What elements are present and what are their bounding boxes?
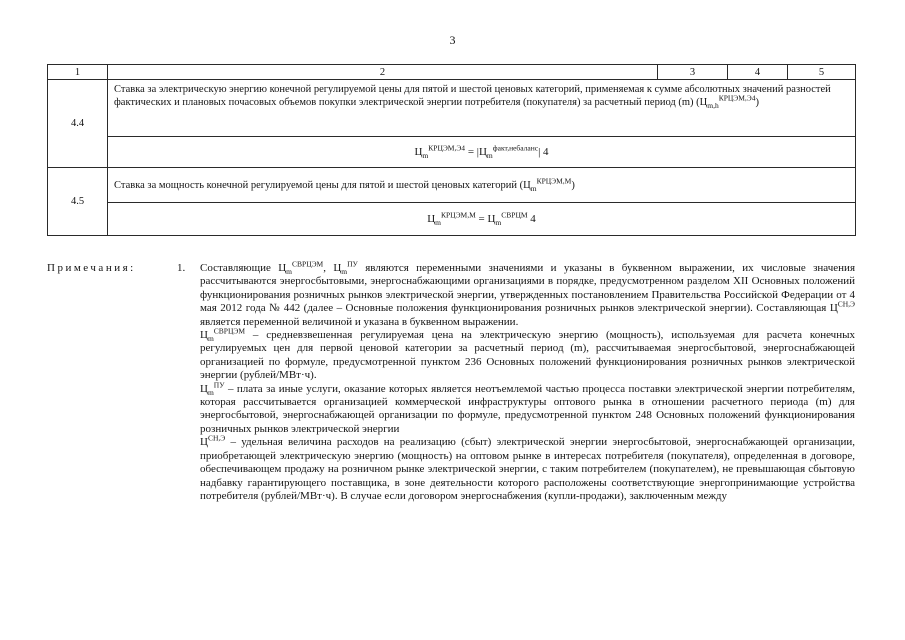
row-formula: $Ц_m^{КРЦЭМ,Э4} = |Ц_m^{факт,небаланс}|$ 4: [108, 137, 856, 168]
header-cell: 1: [48, 65, 108, 80]
table-row: [48, 203, 856, 236]
note-paragraph: $Ц_m^{СВРЦЭМ}$ – средневзвешенная регулируемая цена на электрическую энергию (мощность), используемая для расчета конечных регулируемых цен для первой ценовой категории за расчетный период (m), рассчитываемая энергосбытовой, энергоснабжающей организацией по формуле, предусмотренной пунктом 236 Основных положений функционирования розничных рынков электрической энергии (рублей/МВт·ч).: [200, 326, 855, 382]
note-paragraph: Составляющие $Ц_m^{СВРЦЭМ}$, $Ц_m^{ПУ}$ являются переменными значениями и указаны в буквенном выражении, их числовые значения рассчитываются энергосбытовыми, энергоснабжающими организациями в порядке, предусмотренном разделом XII Основных положений функционирования розничных рынков электрической энергии, утвержденных постановлением Правительства Российской Федерации от 4 мая 2012 года № 442 (далее – Основные положения функционирования розничных рынков электрической энергии). Составляющая $Ц^{СН,Э}$ является переменной величиной и указана в буквенном выражении.: [200, 259, 856, 328]
page-number: 3: [449, 33, 456, 47]
row-description: Ставка за мощность конечной регулируемой цены для пятой и шестой ценовых категорий $(Ц_m^{КРЦЭМ,М})$: [108, 168, 856, 203]
table-header-row: [48, 65, 856, 80]
note-paragraph: $Ц_m^{ПУ}$ – плата за иные услуги, оказание которых является неотъемлемой частью процесса поставки электрической энергии потребителям, которая рассчитывается организацией коммерческой инфраструктуры оптового рынка в отношении расчетного периода (m) для энергосбытовой, энергоснабжающей организации по формуле, предусмотренной пунктом 248 Основных положений функционирования розничных рынков электрической энергии: [200, 380, 856, 435]
row-formula: $Ц_m^{КРЦЭМ,М} = Ц_m^{СВРЦМ}$ 4: [108, 203, 856, 236]
note-paragraph: $Ц^{СН,Э}$ – удельная величина расходов на реализацию (сбыт) электрической энергии энергосбытовой, энергоснабжающей организации, приобретающей электрическую энергию (мощность) на оптовом рынке в интересах потребителя (покупателя), определенная в договоре, обеспечивающем продажу на розничном рынке электрической энергии, с таким потребителем (покупателем), не превышающая сбытовую надбавку гарантирующего поставщика, в зоне деятельности которого расположены соответствующие энергопринимающие устройства потребителя (рублей/МВт·ч). В случае если договором энергоснабжения (купли-продажи), заключенным между: [200, 433, 856, 502]
header-cell: 4: [728, 65, 788, 80]
tariff-table: [47, 64, 856, 236]
header-cell: 3: [658, 65, 728, 80]
table-row: [48, 80, 856, 137]
row-number: 4.4: [48, 80, 108, 168]
header-cell: 2: [108, 65, 658, 80]
row-description: Ставка за электрическую энергию конечной регулируемой цены для пятой и шестой ценовых категорий, применяемая к сумме абсолютных значений разностей фактических и плановых почасовых объемов покупки электрической энергии потребителя (покупателя) за расчетный период (m) $(Ц_{m,h}^{КРЦЭМ,Э4})$: [108, 80, 856, 137]
header-cell: 5: [788, 65, 856, 80]
table-row: [48, 137, 856, 168]
row-number: 4.5: [48, 168, 108, 236]
table-row: [48, 168, 856, 203]
notes-number: 1.: [177, 262, 186, 274]
notes-body: [200, 259, 856, 503]
notes-label: Примечания:: [47, 262, 136, 274]
